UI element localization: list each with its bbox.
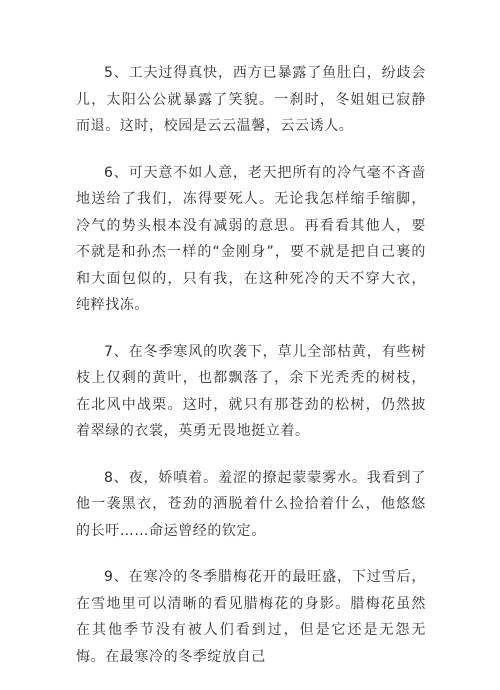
paragraph-8: 8、夜，娇嗔着。羞涩的撩起蒙蒙雾水。我看到了他一袭黑衣，苍劲的洒脱着什么捡拾着什么，他悠悠的长吁……命运曾经的钦定。 [76,469,426,539]
paragraph-7: 7、在冬季寒风的吹袭下，草儿全部枯黄，有些树枝上仅剩的黄叶，也都飘落了，余下光秃秃的树枝，在北风中战栗。这时，就只有那苍劲的松树，仍然披着翠绿的衣裳，英勇无畏地挺立着。 [76,343,426,439]
paragraph-9: 9、在寒冷的冬季腊梅花开的最旺盛，下过雪后，在雪地里可以清晰的看见腊梅花的身影。腊梅花虽然在其他季节没有被人们看到过，但是它还是无怨无悔。在最寒冷的冬季绽放自己 [76,569,426,665]
paragraph-6: 6、可天意不如人意，老天把所有的冷气毫不吝啬地送给了我们，冻得要死人。无论我怎样缩手缩脚，冷气的势头根本没有减弱的意思。再看看其他人，要不就是和孙杰一样的“金刚身”，要不就是把自己裹的和大面包似的，只有我，在这种死冷的天不穿大衣，纯粹找冻。 [76,164,426,313]
paragraph-5: 5、工夫过得真快，西方已暴露了鱼肚白，纷歧会儿，太阳公公就暴露了笑貌。一刹时，冬姐姐已寂静而退。这时，校园是云云温馨，云云诱人。 [76,65,426,134]
document-body [76,60,426,690]
